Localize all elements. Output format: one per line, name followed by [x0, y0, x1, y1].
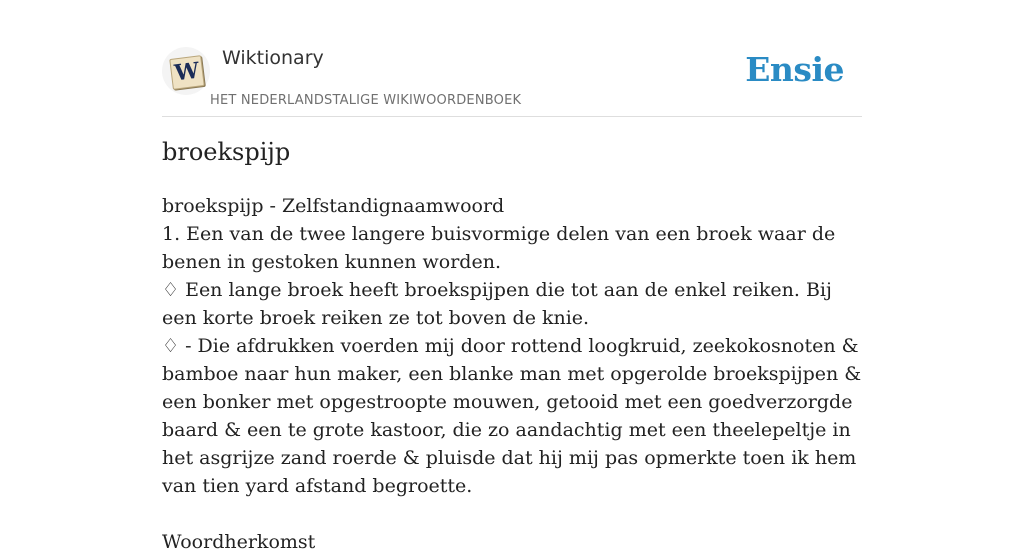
example-sentence: ♢ - Die afdrukken voerden mij door rottend loogkruid, zeekokosnoten & bamboe naar hun maker, een blanke man met opgerolde broekspijpen & een bonker met opgestroopte mouwen, getooid met een goedverzorgde baard & een te grote kastoor, die zo aandachtig met een theelepeltje in het asgrijze zand roerde & pluisde dat hij mij pas opmerkte toen ik hem van tien yard afstand begroette. [162, 335, 862, 497]
logo-letter: W [173, 57, 201, 87]
example-sentence: ♢ Een lange broek heeft broekspijpen die tot aan de enkel reiken. Bij een korte broek reiken ze tot boven de knie. [162, 279, 832, 329]
site-header [162, 44, 862, 117]
definition: 1. Een van de twee langere buisvormige delen van een broek waar de benen in gestoken kunnen worden. [162, 223, 836, 273]
section-heading-etymology: Woordherkomst [162, 531, 316, 553]
part-of-speech-line: broekspijp - Zelfstandignaamwoord [162, 195, 505, 217]
logo-tile-icon [169, 55, 205, 90]
brand-logo[interactable]: Ensie [745, 50, 844, 89]
site-subtitle: HET NEDERLANDSTALIGE WIKIWOORDENBOEK [210, 93, 522, 108]
entry-content [162, 192, 867, 556]
wiktionary-logo[interactable] [162, 47, 210, 95]
site-name[interactable]: Wiktionary [222, 47, 324, 69]
page-title: broekspijp [162, 138, 291, 166]
